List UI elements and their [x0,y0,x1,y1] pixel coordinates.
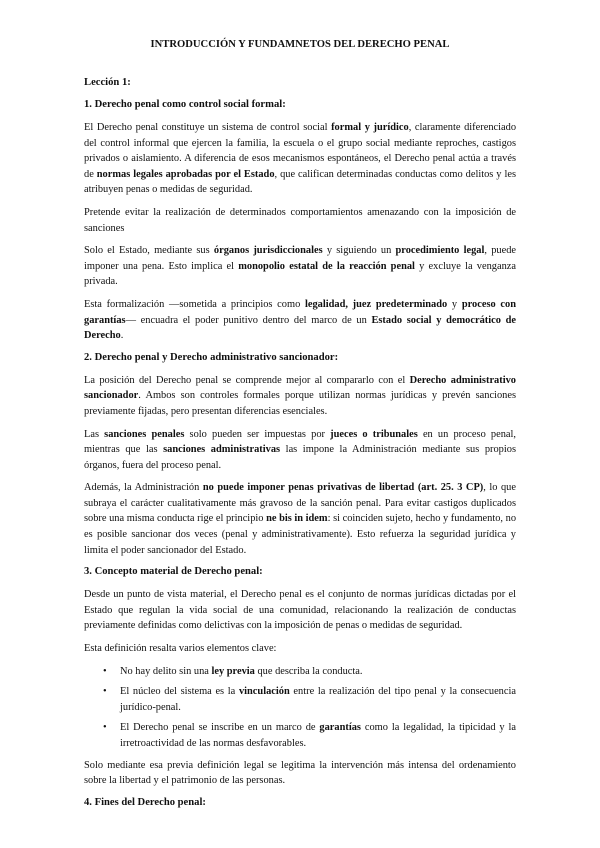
bold-text: órganos jurisdiccionales [213,245,323,257]
document-body [84,98,516,809]
text-run: entre la realización del tipo penal y la consecuencia jurídico-penal. [120,686,516,713]
text-run: que describa la conducta. [254,665,363,677]
bold-text: procedimiento legal [395,245,485,257]
text-run: Solo el Estado, mediante sus [84,245,214,257]
bullet-icon: • [103,665,107,677]
text-run: No hay delito sin una [120,665,212,677]
section-heading: 1. Derecho penal como control social formal: [84,99,286,110]
text-run: , claramente diferenciado del control informal que ejercen la familia, la escuela o el grupo social mediante reproches, castigos privados o aislamiento. A diferencia de esos mecanismos espontáneos, el Derecho penal actúa a través de [84,122,517,180]
text-run: como la legalidad, la tipicidad y la irretroactividad de las normas desfavorables. [120,722,516,749]
paragraph [84,641,516,657]
document-title: INTRODUCCIÓN Y FUNDAMNETOS DEL DERECHO PENAL [150,39,450,50]
bullet-icon: • [103,722,107,734]
text-run: , lo que subraya el carácter cualitativamente más gravoso de la sanción penal. Para evitar castigos duplicados sobre una misma conducta rige el principio [84,482,516,525]
text-run: solo pueden ser impuestas por [184,428,331,440]
text-run: El núcleo del sistema es la [120,686,239,698]
paragraph [84,427,516,474]
text-run: y excluye la venganza privada. [84,260,517,288]
bold-text: ley previa [211,665,255,677]
text-run: Las [84,428,105,440]
text-run: y [447,298,462,310]
bold-text: normas legales aprobadas por el Estado [96,168,275,180]
bold-text: Derecho administrativo sancionador [84,374,516,402]
text-run: las impone la Administración mediante sus propios órganos, fuera del proceso penal. [84,444,516,471]
bold-text: sanciones administrativas [163,444,281,456]
text-run: : si coinciden sujeto, hecho y fundamento, no es posible sancionar dos veces (penal y administrativamente). Esto refuerza la seguridad jurídica y limita el poder sancionador del Estado. [84,513,517,556]
section-heading: 2. Derecho penal y Derecho administrativo sancionador: [84,351,339,363]
text-run: Esta definición resalta varios elementos clave: [84,643,277,655]
paragraph [84,243,516,290]
list-item [84,720,516,751]
list-item [84,664,516,680]
text-run: Esta formalización —sometida a principios como [84,298,305,310]
paragraph [84,205,516,236]
section-heading: 4. Fines del Derecho penal: [84,796,206,808]
list-item [84,684,516,715]
bold-text: jueces o tribunales [330,428,418,440]
bold-text: legalidad, juez predeterminado [304,298,448,310]
text-run: . Ambos son controles formales porque utilizan normas jurídicas y prevén sanciones previamente fijadas, pero presentan diferencias esenciales. [84,390,516,417]
text-run: , puede imponer una pena. Esto implica el [84,245,517,272]
paragraph [84,587,516,634]
paragraph [84,373,516,420]
bullet-list [84,664,516,752]
paragraph [84,120,516,198]
text-run: , que califican determinadas conductas como delitos y les atribuyen penas o medidas de seguridad. [84,168,516,196]
text-run: Desde un punto de vista material, el Derecho penal es el conjunto de normas jurídicas dictadas por el Estado que regulan la vida social de una comunidad, relacionando la realización de conductas previamente definidas como delictivas con la imposición de penas o medidas de seguridad. [84,589,516,632]
text-run: . [120,330,124,342]
bold-text: sanciones penales [104,428,185,440]
text-run: El Derecho penal constituye un sistema de control social [84,122,332,133]
bold-text: garantías [319,722,361,734]
bold-text: ne bis in idem [266,513,328,525]
bold-text: vinculación [238,686,290,698]
paragraph [84,480,516,558]
bold-text: monopolio estatal de la reacción penal [238,260,415,272]
text-run: El Derecho penal se inscribe en un marco de [120,722,320,734]
bold-text: Estado social y democrático de Derecho [84,314,516,342]
bold-text: no puede imponer penas privativas de libertad (art. 25. 3 CP) [202,482,484,494]
bold-text: formal y jurídico [331,122,409,133]
bold-text: proceso con garantías [84,298,516,326]
text-run: Solo mediante esa previa definición legal se legitima la intervención más intensa del ordenamiento sobre la libertad y el patrimonio de las personas. [84,759,516,787]
text-run: Pretende evitar la realización de determinados comportamientos amenazando con la imposición de sanciones [84,206,516,234]
section-heading: 3. Concepto material de Derecho penal: [84,566,263,578]
text-run: en un proceso penal, mientras que las [84,428,517,456]
text-run: y siguiendo un [322,245,396,257]
text-run: Además, la Administración [84,482,203,494]
paragraph [84,758,516,789]
paragraph [84,297,516,344]
lesson-label: Lección 1: [84,77,131,88]
text-run: La posición del Derecho penal se comprende mejor al compararlo con el [84,374,410,386]
bullet-icon: • [103,686,107,698]
text-run: — encuadra el poder punitivo dentro del marco de un [125,314,372,326]
